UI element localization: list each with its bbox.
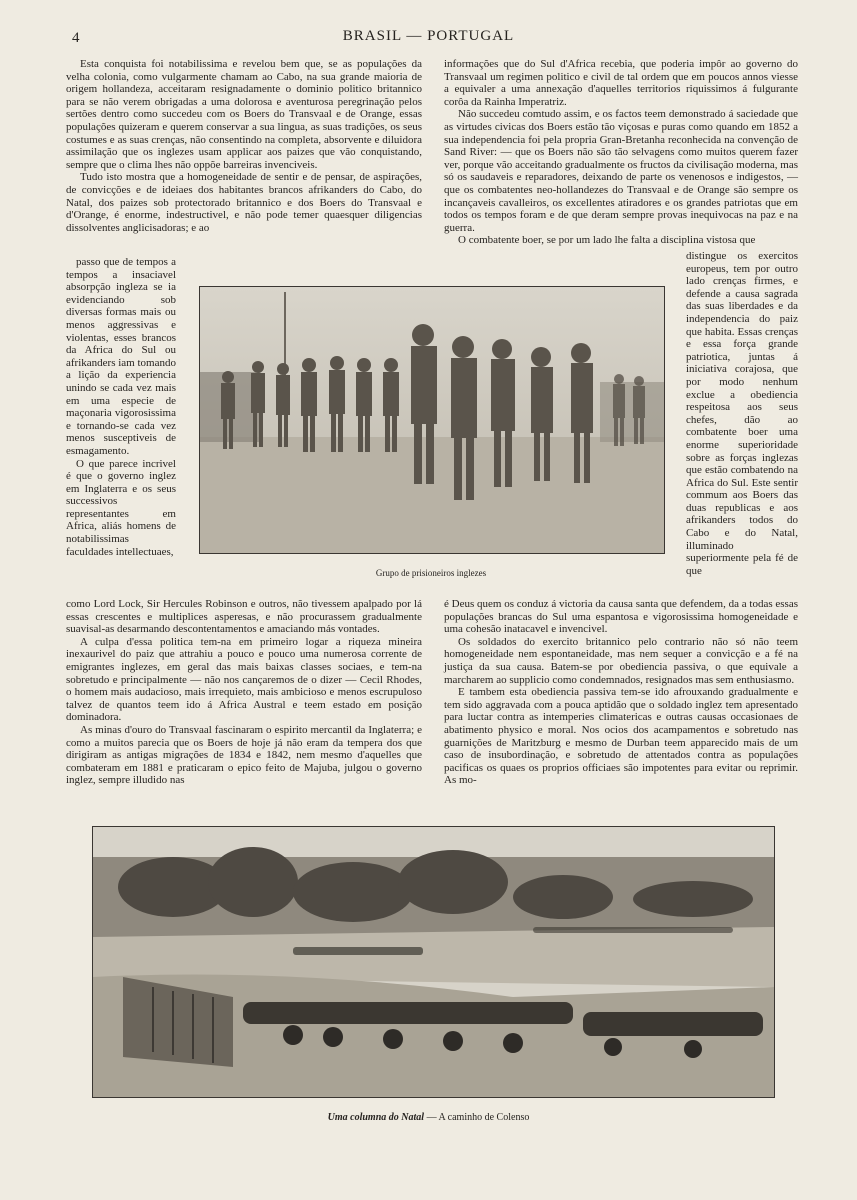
right-column-top <box>444 58 798 247</box>
paragraph: distingue os exercitos europeus, tem por outro lado crenças firmes, e defende a causa sagrada das suas liberdades e da independencia do paiz que habita. Essas crenças e essa força grande patriotica, juntas á iniciativa corajosa, que por modo nenhum exclue a obediencia respeitosa aos seus chefes, dão ao combatente boer uma enorme superioridade sobre as forças inglezas que estão combatendo na Africa do Sul. Este sentir commum aos Boers das duas republicas e aos afrikanders todos do Cabo e do Natal, illuminado superiormente pela fé de que <box>686 250 798 577</box>
right-narrow-column <box>686 250 798 577</box>
prisoners-illustration <box>200 287 664 553</box>
caption-rest: — A caminho de Colenso <box>424 1112 530 1123</box>
paragraph: passo que de tempos a tempos a insaciavel absorpção ingleza se ia evidenciando sob diversas formas mais ou menos aggressivas e violentas, esses brancos da Africa do Sul ou afrikanders iam tomando a lição da experiencia unindo se cada vez mais em uma especie de maçonaria vigorosissima e tornando-se cada vez menos susceptiveis de esmagamento. <box>66 256 176 457</box>
left-narrow-column <box>66 256 176 558</box>
paragraph: A culpa d'essa politica tem-na em primeiro logar a riqueza mineira inexaurivel do paiz que attrahiu a pouco e pouco uma numerosa corrente de emigrantes inglezes, em geral das mais baixas classes sociaes, e tem-na sobretudo e principalmente — não nos cançaremos de o dizer — Cecil Rhodes, o homem mais audacioso, mais irrequieto, mais ambicioso e menos escrupuloso talvez de quantos teem ido á Africa Austral e teem estado em posição dominadora. <box>66 635 422 724</box>
natal-column-illustration <box>93 827 774 1097</box>
caption-title: Uma columna do Natal <box>327 1112 425 1123</box>
paragraph: informações que do Sul d'Africa recebia, que poderia impôr ao governo do Transvaal um regimen politico e civil de tal ordem que em poucos annos viesse a equivaler a uma annexação d'aquelles territorios riquissimos á fulgurante corôa da Rainha Imperatriz. <box>444 58 798 108</box>
paragraph: como Lord Lock, Sir Hercules Robinson e outros, não tivessem apalpado por lá essas crescentes e multiplices asperesas, e não procurassem gradualmente suavisal-as desarmando descontentamentos e amaciando más vontades. <box>66 598 422 636</box>
paragraph: O que parece incrivel é que o governo inglez em Inglaterra e os seus successivos representantes em Africa, aliás homens de notabilissimas faculdades intellectuaes, <box>66 457 176 558</box>
paragraph: E tambem esta obediencia passiva tem-se ido afrouxando gradualmente e tem sido aggravada com a pouca aptidão que o soldado inglez tem apresentado para luctar contra as intemperies climatericas e outras causas occasionaes de abatimento physico e moral. Nos ocios dos acampamentos e sobretudo nas guarnições de Maritzburg e mesmo de Durban teem apparecido mais de um caso de insubordinação, e sobretudo de attentados contra as populações pacificas os quaes os proprios officiaes são impotentes para evitar ou reprimir. As mo- <box>444 686 798 787</box>
paragraph: é Deus quem os conduz á victoria da causa santa que defendem, da a todas essas populações brancas do Sul uma espantosa e vigorosissima homogeneidade e uma cohesão inatacavel e invencivel. <box>444 598 798 636</box>
left-column-bottom <box>66 598 422 787</box>
paragraph: Os soldados do exercito britannico pelo contrario não só não teem homogeneidade nem espontaneidade, mas nem sequer a convicção e a fé na justiça da sua causa. Batem-se por obediencia passiva, o que equivale a marcharem ao supplicio como condemnados, resignados mas sem enthusiasmo. <box>444 635 798 686</box>
right-column-bottom <box>444 598 798 787</box>
left-column-top <box>66 58 422 234</box>
paragraph: Tudo isto mostra que a homogeneidade de sentir e de pensar, de aspirações, de convicções e de ideiaes dos habitantes brancos afrikanders do Cabo, do Natal, dos paizes sob protectorado britannico e dos Boers do Transvaal e d'Orange, é enorme, indestructivel, e não pode temer quaesquer diligencias dissolventes anglicisadoras; e ao <box>66 171 422 234</box>
paragraph: O combatente boer, se por um lado lhe falta a disciplina vistosa que <box>458 234 756 247</box>
paragraph: Não succedeu comtudo assim, e os factos teem demonstrado á saciedade que as virtudes civicas dos Boers estão tão viçosas e puras como quando em 1852 a sua independencia foi pela propria Gran-Bretanha reconhecida na convenção de Sand River: — que os Boers não são tão selvagens como muitos querem fazer ver, porque vão acceitando gradualmente os fructos da civilisação moderna, mas só os saudaveis e reparadores, deixando de parte os venenosos e indigestos, — que os combatentes neo-hollandezes do Transvaal e de Orange são sempre os incançaveis cavalleiros, os excellentes atiradores e os grandes patriotas que em todos os tempos foram e de que deram sempre provas inequivocas na paz e na guerra. <box>444 108 798 234</box>
header-title: BRASIL — PORTUGAL <box>342 28 515 44</box>
natal-column-caption <box>0 1112 857 1123</box>
prisoners-photo <box>199 286 665 554</box>
natal-column-photo <box>92 826 775 1098</box>
prisoners-photo-caption: Grupo de prisioneiros inglezes <box>375 568 487 578</box>
page-number: 4 <box>72 30 80 46</box>
paragraph: As minas d'ouro do Transvaal fascinaram o espirito mercantil da Inglaterra; e como a muitos parecia que os Boers de hoje já não eram da tempera dos que dirigiram as antigas migrações de 1834 e 1842, nem mesmo d'aquelles que combateram em 1881 e praticaram o epico feito de Majuba, julgou o governo inglez, sempre illudido nas <box>66 723 422 787</box>
paragraph: Esta conquista foi notabilissima e revelou bem que, se as populações da velha colonia, como vulgarmente chamam ao Cabo, na sua grande maioria de origem hollandeza, acceitaram resignadamente o dominio politico britannico para se não verem obrigadas a uma dolorosa e aventurosa peregrinação pelos sertões dentro como succedeu com os Boers do Transvaal e de Orange, essas populações quizeram e querem conservar a sua lingua, as suas tradições, os seus costumes e as suas crenças, não consentindo na completa, absorvente e diluidora assimilação que os inglezes usam applicar aos paizes que vão conquistando, sempre que o clima lhes não oppõe barreiras invenciveis. <box>66 58 422 171</box>
